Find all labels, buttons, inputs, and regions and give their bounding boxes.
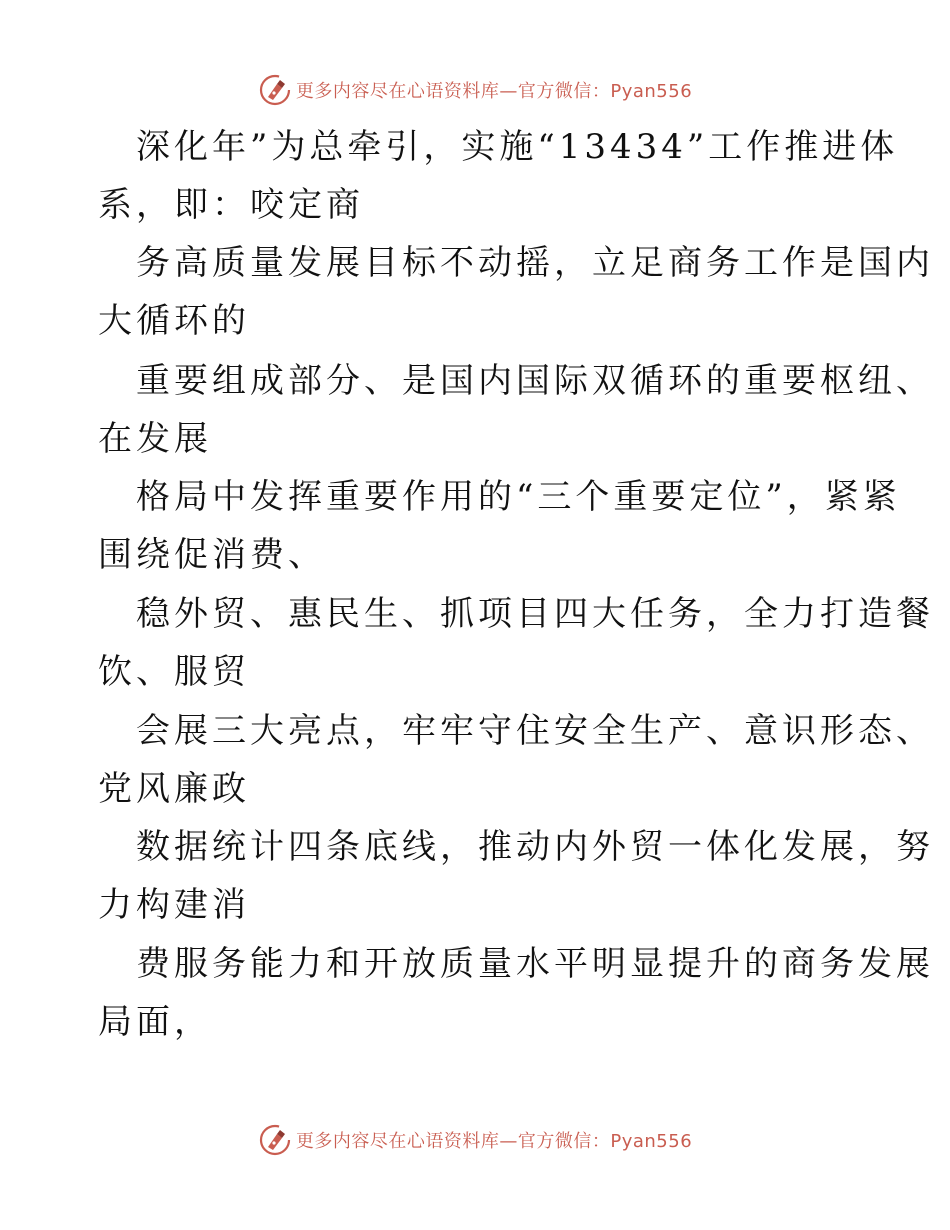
watermark-text: 更多内容尽在心语资料库—官方微信：Pyan556 bbox=[295, 81, 693, 102]
text-line: 稳外贸、惠民生、抓项目四大任务，全力打造餐 bbox=[136, 594, 934, 634]
text-line: 局面， bbox=[98, 1002, 212, 1042]
text-line: 会展三大亮点，牢牢守住安全生产、意识形态、 bbox=[136, 711, 934, 751]
watermark-text: 更多内容尽在心语资料库—官方微信：Pyan556 bbox=[295, 1131, 693, 1152]
text-line: 务高质量发展目标不动摇，立足商务工作是国内 bbox=[136, 243, 934, 283]
text-line: 格局中发挥重要作用的“三个重要定位”，紧紧 bbox=[136, 477, 901, 517]
footer-watermark bbox=[0, 1120, 950, 1160]
text-line: 力构建消 bbox=[98, 885, 250, 925]
pen-nib-logo-icon bbox=[258, 1123, 292, 1157]
text-line: 在发展 bbox=[98, 419, 212, 459]
text-line: 重要组成部分、是国内国际双循环的重要枢纽、 bbox=[136, 361, 934, 401]
text-line: 大循环的 bbox=[98, 301, 250, 341]
text-line: 党风廉政 bbox=[98, 769, 250, 809]
text-line: 系，即：咬定商 bbox=[98, 185, 364, 225]
text-line: 深化年”为总牵引，实施“13434”工作推进体 bbox=[136, 127, 899, 167]
text-line: 费服务能力和开放质量水平明显提升的商务发展 bbox=[136, 944, 934, 984]
text-line: 饮、服贸 bbox=[98, 652, 250, 692]
header-watermark bbox=[0, 70, 950, 110]
text-line: 围绕促消费、 bbox=[98, 535, 326, 575]
text-line: 数据统计四条底线，推动内外贸一体化发展，努 bbox=[136, 827, 934, 867]
pen-nib-logo-icon bbox=[258, 73, 292, 107]
